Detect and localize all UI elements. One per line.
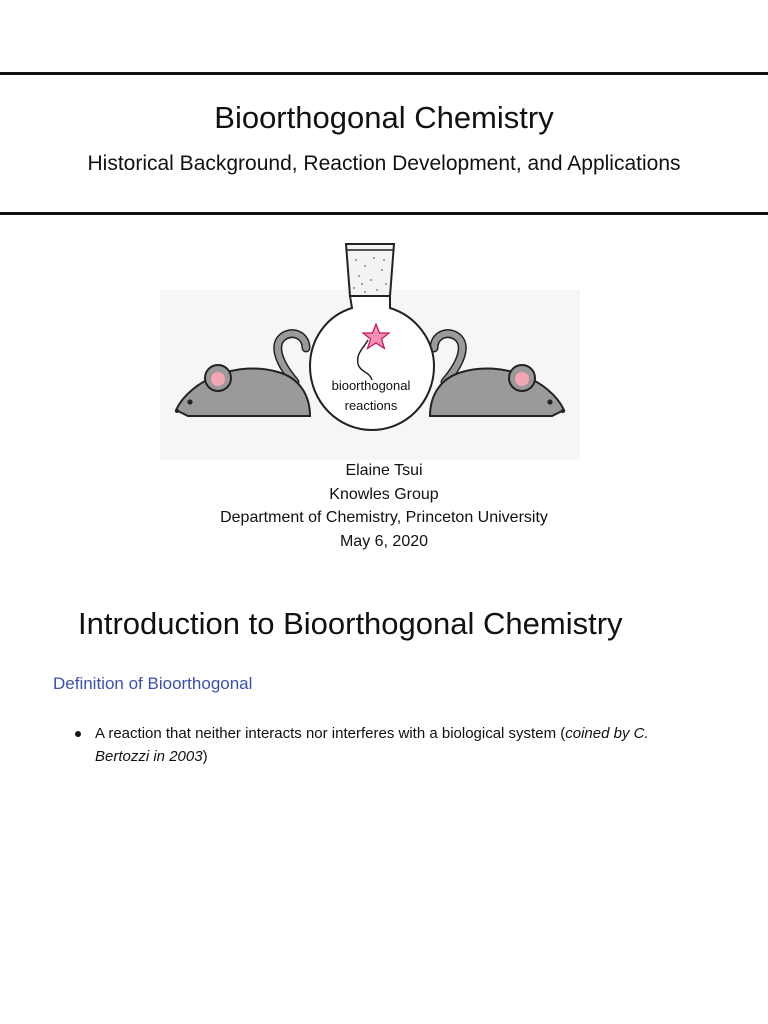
bottom-rule [0, 212, 768, 215]
bullet-text: A reaction that neither interacts nor interferes with a biological system ( [95, 725, 566, 742]
document-subtitle: Historical Background, Reaction Development, and Applications [87, 152, 681, 175]
flask-label-line1: bioorthogonal [331, 378, 411, 393]
author-block [0, 459, 768, 553]
document-title: Bioorthogonal Chemistry [214, 100, 554, 135]
bullet-list [75, 722, 695, 768]
bullet-italic-text: coined by C. Bertozzi in 2003 [95, 725, 649, 765]
top-rule [0, 72, 768, 75]
bullet-suffix: ) [202, 748, 208, 765]
author-name: Elaine Tsui [345, 462, 423, 479]
title-illustration [160, 232, 580, 460]
section-title: Introduction to Bioorthogonal Chemistry [78, 606, 623, 641]
bullet-icon [75, 731, 81, 737]
department: Department of Chemistry, Princeton University [220, 509, 548, 526]
flask-label-line2: reactions [344, 398, 398, 413]
list-item [75, 722, 695, 768]
presentation-date: May 6, 2020 [339, 532, 429, 550]
research-group: Knowles Group [329, 485, 439, 503]
subsection-title: Definition of Bioorthogonal [53, 674, 253, 693]
